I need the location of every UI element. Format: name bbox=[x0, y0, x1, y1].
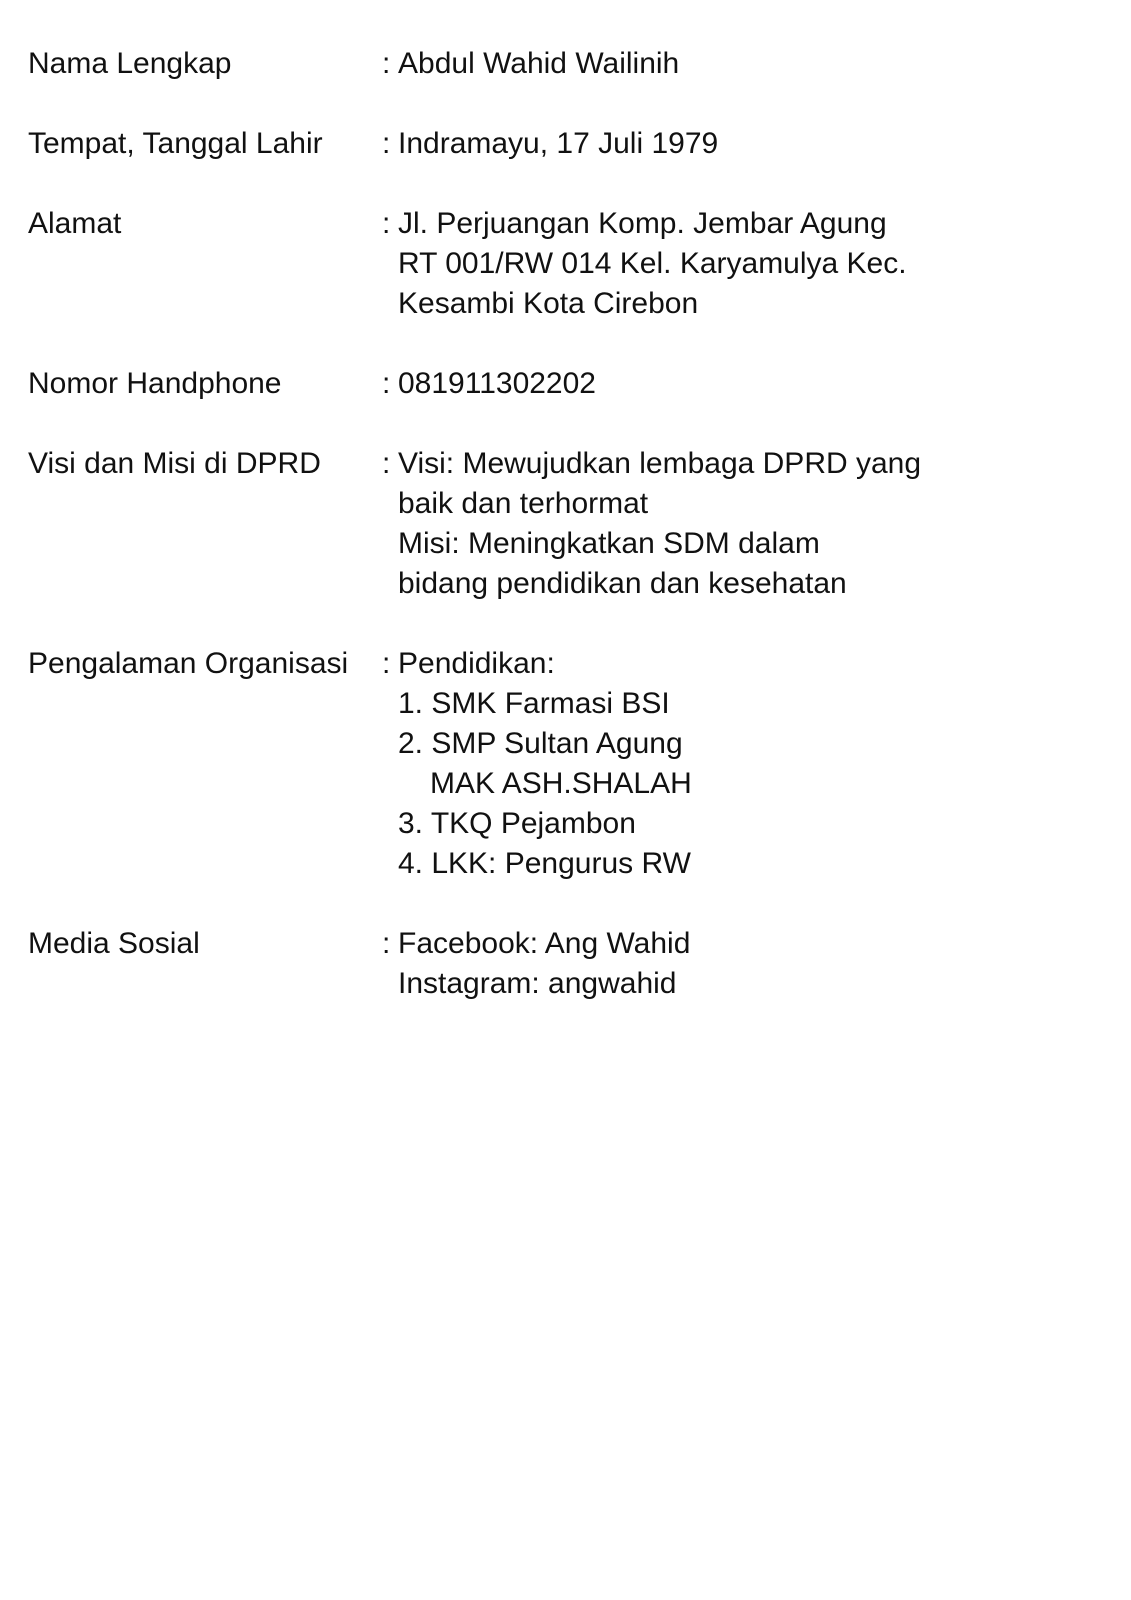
field-label: Nomor Handphone bbox=[28, 367, 282, 400]
value-line: Visi: Mewujudkan lembaga DPRD yang bbox=[398, 447, 922, 480]
spacer bbox=[28, 404, 1108, 444]
field-pengalaman-organisasi bbox=[28, 644, 1108, 884]
field-value bbox=[398, 44, 1108, 84]
biodata-document bbox=[28, 44, 1108, 1004]
field-label: Visi dan Misi di DPRD bbox=[28, 447, 321, 480]
list-item: 2. SMP Sultan Agung bbox=[398, 727, 683, 760]
field-colon: : bbox=[382, 47, 391, 80]
field-colon: : bbox=[382, 927, 391, 960]
field-colon: : bbox=[382, 207, 391, 240]
field-label: Alamat bbox=[28, 207, 122, 240]
list-item: 1. SMK Farmasi BSI bbox=[398, 687, 670, 720]
field-nama-lengkap bbox=[28, 44, 1108, 84]
field-tempat-tanggal-lahir bbox=[28, 124, 1108, 164]
value-line: Jl. Perjuangan Komp. Jembar Agung bbox=[398, 207, 887, 240]
field-label: Nama Lengkap bbox=[28, 47, 232, 80]
field-media-sosial bbox=[28, 924, 1108, 1004]
field-value bbox=[398, 204, 1108, 324]
value-line: Kesambi Kota Cirebon bbox=[398, 287, 699, 320]
field-value bbox=[398, 364, 1108, 404]
field-colon: : bbox=[382, 447, 391, 480]
field-label: Tempat, Tanggal Lahir bbox=[28, 127, 323, 160]
field-colon: : bbox=[382, 367, 391, 400]
list-item: 3. TKQ Pejambon bbox=[398, 807, 636, 840]
spacer bbox=[28, 164, 1108, 204]
value-line: baik dan terhormat bbox=[398, 487, 649, 520]
spacer bbox=[28, 324, 1108, 364]
field-colon: : bbox=[382, 647, 391, 680]
value-line: Misi: Meningkatkan SDM dalam bbox=[398, 527, 820, 560]
value-line: Indramayu, 17 Juli 1979 bbox=[398, 127, 719, 160]
field-value bbox=[398, 124, 1108, 164]
value-line: Pendidikan: bbox=[398, 647, 555, 680]
field-nomor-handphone bbox=[28, 364, 1108, 404]
field-value bbox=[398, 924, 1108, 1004]
field-label: Media Sosial bbox=[28, 927, 200, 960]
field-label: Pengalaman Organisasi bbox=[28, 647, 349, 680]
spacer bbox=[28, 604, 1108, 644]
value-line: Facebook: Ang Wahid bbox=[398, 927, 691, 960]
list-item: 4. LKK: Pengurus RW bbox=[398, 847, 691, 880]
value-line: bidang pendidikan dan kesehatan bbox=[398, 567, 847, 600]
field-visi-misi bbox=[28, 444, 1108, 604]
value-line: Abdul Wahid Wailinih bbox=[398, 47, 680, 80]
field-alamat bbox=[28, 204, 1108, 324]
field-value bbox=[398, 644, 1108, 884]
value-line: 081911302202 bbox=[398, 367, 596, 400]
value-line: RT 001/RW 014 Kel. Karyamulya Kec. bbox=[398, 247, 907, 280]
field-value bbox=[398, 444, 1108, 604]
list-item-continuation: MAK ASH.SHALAH bbox=[430, 767, 692, 800]
spacer bbox=[28, 84, 1108, 124]
field-colon: : bbox=[382, 127, 391, 160]
value-line: Instagram: angwahid bbox=[398, 967, 677, 1000]
spacer bbox=[28, 884, 1108, 924]
